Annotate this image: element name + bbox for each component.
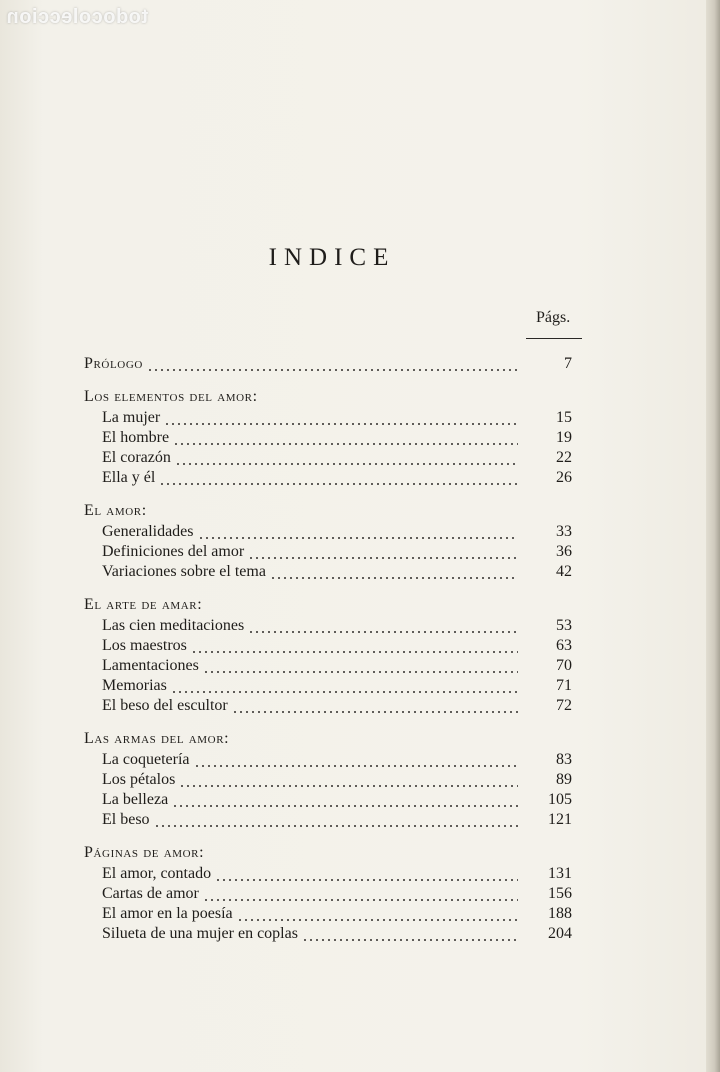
dot-leader <box>198 522 518 542</box>
toc-section-title: Las armas del amor: <box>84 730 230 747</box>
dot-leader <box>159 468 518 488</box>
toc-section-title: Los elementos del amor: <box>84 388 258 405</box>
toc-entry-page: 121 <box>548 811 572 828</box>
toc-entry-page: 204 <box>548 925 572 942</box>
toc-entry-label: El beso del escultor <box>102 697 228 714</box>
toc-entry-page: 15 <box>556 409 572 426</box>
page-title: INDICE <box>268 244 396 271</box>
toc-entry-label: Silueta de una mujer en coplas <box>102 925 298 942</box>
dot-leader <box>215 864 518 884</box>
toc-entry-label: Las cien meditaciones <box>102 617 245 634</box>
dot-leader <box>248 616 518 636</box>
dot-leader <box>203 884 518 904</box>
toc-entry-page: 36 <box>556 543 572 560</box>
dot-leader <box>203 656 518 676</box>
dot-leader <box>191 636 518 656</box>
toc-entry-label: El corazón <box>102 449 171 466</box>
toc-entry <box>0 904 720 924</box>
toc-entry-page: 7 <box>564 355 572 372</box>
toc-entry-page: 42 <box>556 563 572 580</box>
dot-leader <box>194 750 518 770</box>
toc-entry-page: 53 <box>556 617 572 634</box>
section-gap <box>0 582 720 594</box>
toc-entry <box>0 676 720 696</box>
toc-section-title: Páginas de amor: <box>84 844 205 861</box>
toc-entry <box>0 448 720 468</box>
toc-entry-page: 70 <box>556 657 572 674</box>
toc-entry-label: Memorias <box>102 677 167 694</box>
toc-entry <box>0 884 720 904</box>
toc-entry <box>0 770 720 790</box>
pages-column-label: Págs. <box>536 309 571 326</box>
toc-entry <box>0 542 720 562</box>
dot-leader <box>175 448 518 468</box>
toc-entry <box>0 562 720 582</box>
toc-entry <box>0 616 720 636</box>
toc-entry-label: La coquetería <box>102 751 190 768</box>
toc-entry-label: Generalidades <box>102 523 194 540</box>
toc-entry-page: 156 <box>548 885 572 902</box>
toc-entry <box>0 656 720 676</box>
toc-entry <box>0 696 720 716</box>
toc-entry-label: Definiciones del amor <box>102 543 245 560</box>
toc-entry <box>0 636 720 656</box>
toc-entry-page: 105 <box>548 791 572 808</box>
toc-entry <box>0 408 720 428</box>
toc-entry-page: 33 <box>556 523 572 540</box>
toc-entry-label: Los maestros <box>102 637 187 654</box>
dot-leader <box>179 770 518 790</box>
toc-entry-page: 89 <box>556 771 572 788</box>
toc-section-title: El arte de amar: <box>84 596 203 613</box>
toc-entry-page: 19 <box>556 429 572 446</box>
toc-entry-label: El amor en la poesía <box>102 905 233 922</box>
toc-entry <box>0 468 720 488</box>
dot-leader <box>164 408 518 428</box>
dot-leader <box>147 354 518 374</box>
toc-entry <box>0 810 720 830</box>
toc-entry-label: Ella y él <box>102 469 156 486</box>
toc-entry-page: 72 <box>556 697 572 714</box>
toc-entry-page: 71 <box>556 677 572 694</box>
toc-entry-page: 22 <box>556 449 572 466</box>
toc-entry-label: Cartas de amor <box>102 885 199 902</box>
pages-column-rule <box>526 338 582 339</box>
toc-entry-label: El amor, contado <box>102 865 212 882</box>
toc-entry-label: La belleza <box>102 791 169 808</box>
section-gap <box>0 716 720 728</box>
dot-leader <box>171 676 518 696</box>
toc-entry <box>0 750 720 770</box>
toc-entry-label: Prólogo <box>84 355 143 372</box>
toc-entry-label: El hombre <box>102 429 170 446</box>
toc-entry-page: 26 <box>556 469 572 486</box>
section-gap <box>0 374 720 386</box>
dot-leader <box>248 542 518 562</box>
dot-leader <box>172 790 518 810</box>
table-of-contents <box>0 354 720 944</box>
dot-leader <box>237 904 518 924</box>
dot-leader <box>173 428 518 448</box>
toc-entry-page: 131 <box>548 865 572 882</box>
toc-entry <box>0 790 720 810</box>
section-gap <box>0 488 720 500</box>
toc-entry-prologue <box>0 354 720 374</box>
toc-entry <box>0 864 720 884</box>
dot-leader <box>270 562 518 582</box>
toc-entry <box>0 428 720 448</box>
toc-entry-label: Lamentaciones <box>102 657 199 674</box>
dot-leader <box>302 924 518 944</box>
toc-entry-label: Variaciones sobre el tema <box>102 563 266 580</box>
toc-entry-page: 83 <box>556 751 572 768</box>
toc-entry-page: 188 <box>548 905 572 922</box>
dot-leader <box>232 696 518 716</box>
section-gap <box>0 830 720 842</box>
toc-entry <box>0 522 720 542</box>
dot-leader <box>154 810 518 830</box>
toc-entry-label: El beso <box>102 811 150 828</box>
watermark: todocoleccion <box>6 6 149 28</box>
toc-entry-label: Los pétalos <box>102 771 176 788</box>
toc-section-title: El amor: <box>84 502 147 519</box>
toc-entry-label: La mujer <box>102 409 161 426</box>
toc-entry-page: 63 <box>556 637 572 654</box>
toc-entry <box>0 924 720 944</box>
